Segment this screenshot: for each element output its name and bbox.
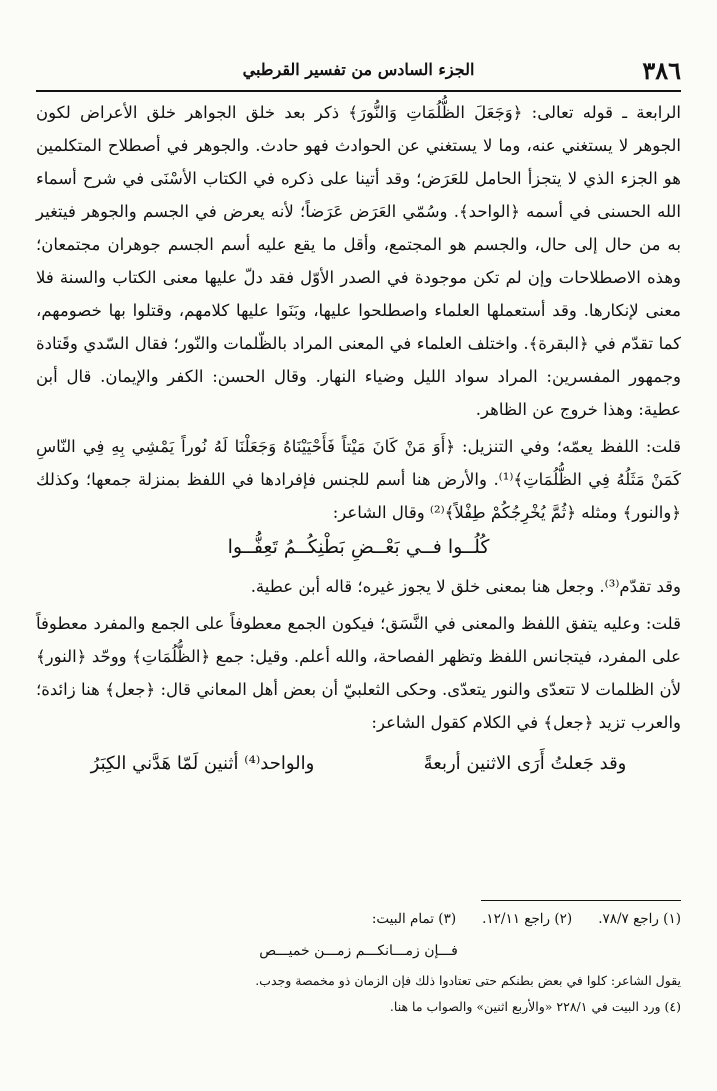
paragraph-taqaddam: وقد تقدّم⁽³⁾. وجعل هنا بمعنى خلق لا يجوز غيره؛ قاله أبن عطية. xyxy=(250,577,681,596)
footnote-divider xyxy=(481,900,681,901)
footnote-1: (١) راجع ٧٨/٧. xyxy=(598,911,681,927)
footnotes xyxy=(36,906,681,1020)
footnote-3: (٣) تمام البيت: xyxy=(371,911,457,927)
footnote-verse: فـــإن زمـــانكـــم زمـــن خميـــص xyxy=(259,943,458,959)
footnote-4: (٤) ورد البيت في ٢٢٨/١ «والأربع اثنين» والصواب ما هنا. xyxy=(389,999,681,1014)
running-header xyxy=(36,56,681,92)
running-title: الجزء السادس من تفسير القرطبي xyxy=(242,60,475,79)
poetry-couplet xyxy=(36,747,681,780)
footnote-2: (٢) راجع ١٢/١١. xyxy=(482,911,573,927)
paragraph-qultu-1: قلت: اللفظ يعمّه؛ وفي التنزيل: ﴿أَوَ مَنْ كَانَ مَيْتاً فَأَحْيَيْنَاهُ وَجَعَلْنَا لَهُ نُوراً يَمْشِي بِهِ فِي النّاسِ كَمَنْ مَثَلُهُ فِي الظُّلُمَاتِ﴾⁽¹⁾. والأرض هنا أسم للجنس فإفرادها في اللفظ بمنزلة جمعها؛ وكذلك ﴿والنور﴾ ومثله ﴿ثُمَّ يُخْرِجُكُمْ طِفْلاً﴾⁽²⁾ وقال الشاعر: xyxy=(36,437,682,522)
main-text xyxy=(36,96,681,780)
paragraph-fourth-issue: الرابعة ـ قوله تعالى: ﴿وَجَعَلَ الظُّلُمَاتِ وَالنُّورَ﴾ ذكر بعد خلق الجواهر خلق الأعراض لكون الجوهر لا يستغني عنه، وما لا يستغني عن الحوادث فهو حادث. والجوهر في أصطلاح المتكلمين هو الجزء الذي لا يتجزأ الحامل للعَرَض؛ وقد أتينا على ذكره في الكتاب الأسْنَى في شرح أسماء الله الحسنى في أسمه ﴿الواحد﴾. وسُمّي العَرَض عَرَضاً؛ لأنه يعرض في الجسم والجوهر فيتغير به من حال إلى حال، والجسم هو المجتمع، وأقل ما يقع عليه أسم الجسم جوهران مجتمعان؛ وهذه الاصطلاحات وإن لم تكن موجودة في الصدر الأوّل فقد دلّ عليها معنى الكتاب والسنة فلا معنى لإنكارها. وقد أستعملها العلماء واصطلحوا عليها، وبَنَوا عليها كلامهم، وقتلوا بها خصومهم، كما تقدّم في ﴿البقرة﴾. واختلف العلماء في المعنى المراد بالظّلمات والنّور؛ فقال السّدي وقَتادة وجمهور المفسرين: المراد سواد الليل وضياء النهار. وقال الحسن: الكفر والإيمان. قال أبن عطية: وهذا خروج عن الظاهر. xyxy=(36,103,681,419)
couplet-first-hemistich: وقد جَعلتُ أَرَى الاثنين أربعةً xyxy=(423,753,627,774)
couplet-second-hemistich: والواحد⁽⁴⁾ أثنين لَمّا هَدَّني الكِبَرُ xyxy=(90,753,315,774)
footnote-row xyxy=(36,906,681,932)
footnote-explanation: يقول الشاعر: كلوا في بعض بطنكم حتى تعتادوا ذلك فإن الزمان ذو مخمصة وجدب. xyxy=(255,973,681,988)
paragraph-qultu-2: قلت: وعليه يتفق اللفظ والمعنى في النَّسَق؛ فيكون الجمع معطوفاً على الجمع والمفرد معطوفاً على المفرد، فيتجانس اللفظ وتظهر الفصاحة، والله أعلم. وقيل: جمع ﴿الظُّلُمَاتِ﴾ ووحّد ﴿النور﴾ لأن الظلمات لا تتعدّى والنور يتعدّى. وحكى الثعلبيّ أن بعض أهل المعاني قال: ﴿جعل﴾ هنا زائدة؛ والعرب تزيد ﴿جعل﴾ في الكلام كقول الشاعر: xyxy=(36,614,681,732)
poetry-verse: كُلُــوا فــي بَعْــضِ بَطْنِكُــمُ تَعِفُّــوا xyxy=(227,536,490,558)
page-number: ٣٨٦ xyxy=(642,56,681,85)
